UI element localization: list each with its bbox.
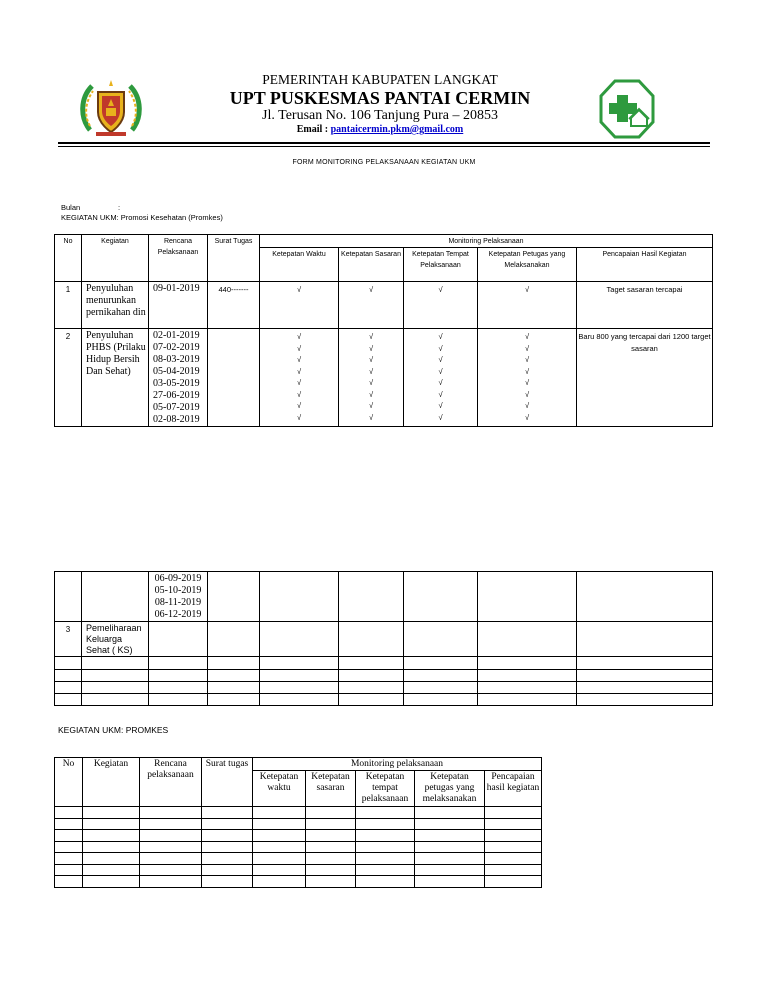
bulan-field xyxy=(61,203,121,212)
email-label: Email : xyxy=(296,124,329,135)
table-row xyxy=(55,572,713,622)
district-emblem-logo xyxy=(78,78,144,140)
check-mark: √ xyxy=(524,332,530,341)
check-column xyxy=(404,329,478,427)
date-entry: 05-10-2019 xyxy=(154,585,202,596)
check-mark: √ xyxy=(296,412,302,422)
table-row xyxy=(55,282,713,329)
header-surat-tugas: Surat tugas xyxy=(202,758,253,807)
check-column xyxy=(260,329,339,427)
puskesmas-logo xyxy=(599,78,655,140)
check-mark: √ xyxy=(368,378,374,387)
table-row xyxy=(55,622,713,657)
row-rencana xyxy=(149,329,208,427)
check-mark: √ xyxy=(368,343,374,353)
date-entry: 03-05-2019 xyxy=(153,378,200,389)
check-cell xyxy=(339,282,404,329)
monitoring-table-1 xyxy=(54,234,713,427)
header-ketepatan-sasaran: Ketepatan sasaran xyxy=(306,771,356,807)
table-row xyxy=(55,842,542,853)
check-mark: √ xyxy=(296,355,302,364)
date-entry: 09-01-2019 xyxy=(153,283,200,294)
check-mark: √ xyxy=(524,285,530,294)
row-kegiatan: Penyuluhan menurunkan pernikahan din xyxy=(82,282,149,329)
table-row xyxy=(55,876,542,888)
check-mark: √ xyxy=(438,343,443,353)
check-mark: √ xyxy=(368,366,374,376)
header-monitoring: Monitoring pelaksanaan xyxy=(253,758,542,771)
row-no: 1 xyxy=(55,282,82,329)
date-entry: 05-04-2019 xyxy=(153,366,200,377)
row-no: 2 xyxy=(55,329,82,427)
check-mark: √ xyxy=(438,332,443,341)
header-no: No xyxy=(55,235,82,282)
check-mark: √ xyxy=(524,389,530,399)
email-link[interactable]: pantaicermin.pkm@gmail.com xyxy=(330,124,464,135)
check-column xyxy=(339,329,404,427)
table-row xyxy=(55,853,542,865)
row-kegiatan: Penyuluhan PHBS (Prilaku Hidup Bersih Dan Sehat) xyxy=(82,329,149,427)
date-entry: 02-01-2019 xyxy=(153,330,200,341)
monitoring-table-2 xyxy=(54,757,542,888)
check-cell xyxy=(404,282,478,329)
header-surat-tugas: Surat Tugas xyxy=(208,235,260,282)
check-mark: √ xyxy=(296,343,302,353)
row-pencapaian: Taget sasaran tercapai xyxy=(577,282,713,329)
row-surat-tugas xyxy=(208,329,260,427)
check-mark: √ xyxy=(368,332,374,341)
check-cell xyxy=(478,282,577,329)
date-entry: 05-07-2019 xyxy=(153,402,200,413)
check-mark: √ xyxy=(438,389,443,399)
date-entry: 06-12-2019 xyxy=(154,609,202,620)
date-entry: 02-08-2019 xyxy=(153,414,200,425)
header-rencana: Rencana Pelaksanaan xyxy=(149,235,208,282)
check-mark: √ xyxy=(438,378,443,387)
row-rencana xyxy=(149,572,208,622)
table-row xyxy=(55,819,542,830)
check-mark: √ xyxy=(438,366,443,376)
header-ketepatan-tempat: Ketepatan tempat pelaksanaan xyxy=(356,771,415,807)
table-row xyxy=(55,865,542,876)
table-row xyxy=(55,329,713,427)
check-mark: √ xyxy=(296,389,302,399)
check-mark: √ xyxy=(368,355,374,364)
header-kegiatan: Kegiatan xyxy=(83,758,140,807)
check-mark: √ xyxy=(438,285,443,294)
check-mark: √ xyxy=(524,412,530,422)
check-cell xyxy=(260,282,339,329)
check-mark: √ xyxy=(296,285,302,294)
check-mark: √ xyxy=(296,401,302,410)
table-row xyxy=(55,807,542,819)
table-row xyxy=(55,670,713,682)
section-title-promkes: KEGIATAN UKM: PROMKES xyxy=(58,725,169,735)
header-ketepatan-waktu: Ketepatan Waktu xyxy=(260,248,339,282)
date-entry: 08-03-2019 xyxy=(153,354,200,365)
header-no: No xyxy=(55,758,83,807)
header-rule-thin xyxy=(58,146,710,147)
header-pencapaian: Pencapaian Hasil Kegiatan xyxy=(577,248,713,282)
monitoring-table-1-continued xyxy=(54,571,713,706)
date-entry: 07-02-2019 xyxy=(153,342,200,353)
check-mark: √ xyxy=(296,332,302,341)
check-mark: √ xyxy=(368,401,374,410)
check-column xyxy=(478,329,577,427)
header-ketepatan-waktu: Ketepatan waktu xyxy=(253,771,306,807)
institution-email-line xyxy=(160,124,600,135)
header-rencana: Rencana pelaksanaan xyxy=(140,758,202,807)
check-mark: √ xyxy=(524,401,530,410)
bulan-colon: : xyxy=(118,203,121,212)
table-row xyxy=(55,657,713,670)
row-kegiatan: Pemeliharaan Keluarga Sehat ( KS) xyxy=(82,622,149,657)
check-mark: √ xyxy=(296,378,302,387)
table-row xyxy=(55,694,713,706)
header-ketepatan-petugas: Ketepatan petugas yang melaksanakan xyxy=(415,771,485,807)
row-rencana xyxy=(149,282,208,329)
form-title: FORM MONITORING PELAKSANAAN KEGIATAN UKM xyxy=(292,159,476,166)
check-mark: √ xyxy=(438,401,443,410)
institution-address: Jl. Terusan No. 106 Tanjung Pura – 20853 xyxy=(262,108,498,123)
row-surat-tugas: 440------- xyxy=(208,282,260,329)
row-no: 3 xyxy=(55,622,82,657)
row-pencapaian: Baru 800 yang tercapai dari 1200 target sasaran xyxy=(577,329,713,427)
check-mark: √ xyxy=(524,355,530,364)
check-mark: √ xyxy=(368,389,374,399)
header-monitoring: Monitoring Pelaksanaan xyxy=(260,235,713,248)
check-mark: √ xyxy=(524,366,530,376)
header-kegiatan: Kegiatan xyxy=(82,235,149,282)
check-mark: √ xyxy=(368,285,374,294)
government-name: PEMERINTAH KABUPATEN LANGKAT xyxy=(262,72,498,87)
header-rule-thick xyxy=(58,142,710,144)
header-ketepatan-petugas: Ketepatan Petugas yang Melaksanakan xyxy=(478,248,577,282)
check-mark: √ xyxy=(524,343,530,353)
check-mark: √ xyxy=(438,412,443,422)
header-ketepatan-tempat: Ketepatan Tempat Pelaksanaan xyxy=(404,248,478,282)
check-mark: √ xyxy=(368,412,374,422)
check-mark: √ xyxy=(438,355,443,364)
date-entry: 06-09-2019 xyxy=(154,573,202,584)
bulan-label: Bulan xyxy=(61,203,81,212)
kegiatan-ukm-label: KEGIATAN UKM: Promosi Kesehatan (Promkes) xyxy=(61,213,223,222)
table-row xyxy=(55,682,713,694)
date-entry: 27-06-2019 xyxy=(153,390,200,401)
date-entry: 08-11-2019 xyxy=(154,597,202,608)
check-mark: √ xyxy=(524,378,530,387)
header-pencapaian: Pencapaian hasil kegiatan xyxy=(485,771,542,807)
institution-name: UPT PUSKESMAS PANTAI CERMIN xyxy=(229,88,531,108)
header-ketepatan-sasaran: Ketepatan Sasaran xyxy=(339,248,404,282)
check-mark: √ xyxy=(296,366,302,376)
table-row xyxy=(55,830,542,842)
